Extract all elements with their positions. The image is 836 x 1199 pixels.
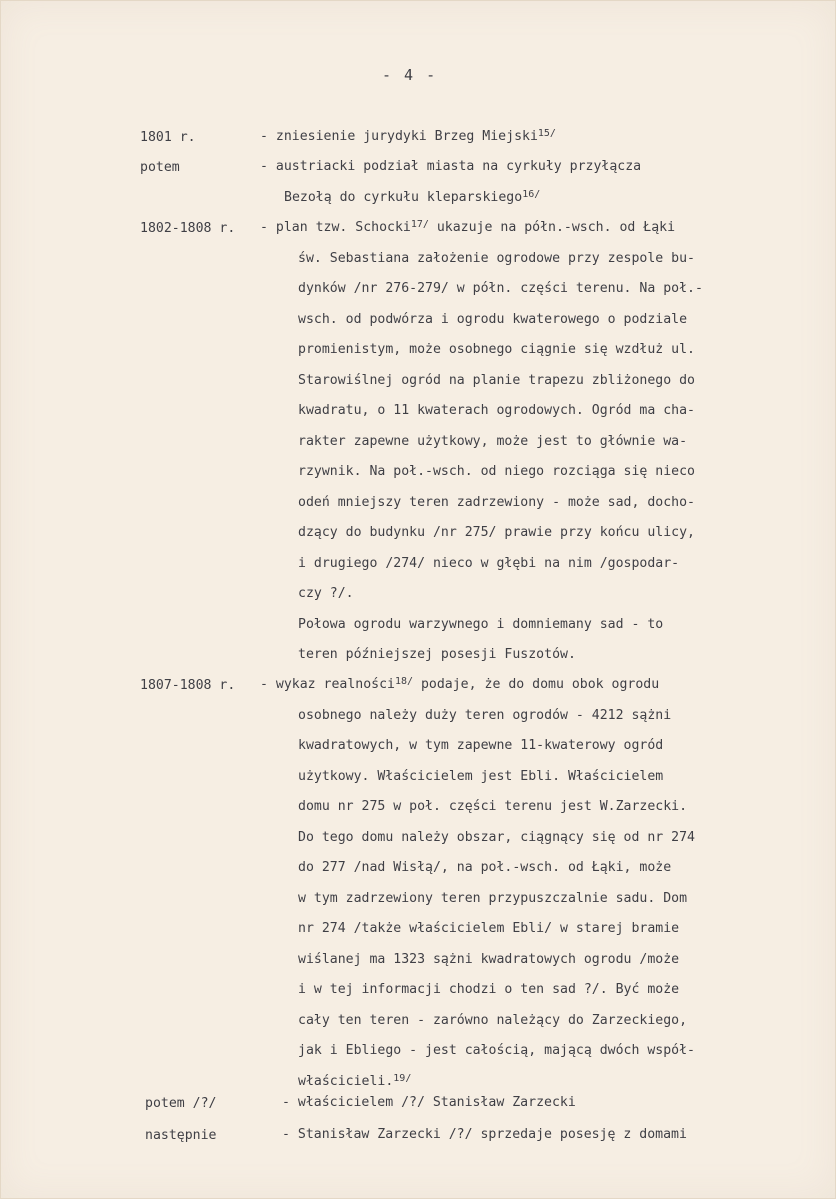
text-line <box>260 857 800 888</box>
text-line <box>260 796 800 827</box>
text-segment: czy ?/. <box>298 586 354 601</box>
entry-date: potem /?/ <box>145 1096 217 1111</box>
text-segment: wiślanej ma 1323 sążni kwadratowych ogrodu /może <box>298 951 680 967</box>
text-segment: dynków /nr 276-279/ w półn. części terenu. Na poł.- <box>298 281 703 296</box>
text-segment: ukazuje na półn.-wsch. od Łąki <box>428 220 676 235</box>
text-segment: - zniesienie jurydyki Brzeg Miejski <box>260 129 538 144</box>
text-segment: i drugiego /274/ nieco w głębi na nim /gospodar- <box>298 555 680 571</box>
text-segment: rakter zapewne użytkowy, może jest to głównie wa- <box>298 433 688 449</box>
text-line <box>260 1040 800 1071</box>
text-segment: - plan tzw. Schocki <box>260 220 411 235</box>
text-line <box>260 979 800 1010</box>
text-line <box>260 674 800 705</box>
text-line <box>260 370 800 401</box>
entry-text <box>260 126 800 157</box>
text-segment: promienistym, może osobnego ciągnie się wzdłuż ul. <box>298 342 695 357</box>
text-line <box>260 431 800 462</box>
text-line <box>260 735 800 766</box>
footnote-ref: 16/ <box>522 188 541 200</box>
text-line <box>260 583 800 614</box>
text-line <box>260 309 800 340</box>
text-line <box>260 888 800 919</box>
text-segment: - austriacki podział miasta na cyrkuły przyłącza <box>260 159 642 174</box>
text-segment: właścicieli. <box>298 1073 394 1089</box>
text-segment: Starowiślnej ogród na planie trapezu zbliżonego do <box>298 372 695 388</box>
text-line <box>260 400 800 431</box>
text-segment: i w tej informacji chodzi o ten sad ?/. Być może <box>298 982 680 997</box>
text-segment: teren późniejszej posesji Fuszotów. <box>298 647 576 662</box>
text-line <box>260 126 800 157</box>
footnote-ref: 19/ <box>393 1072 412 1084</box>
entry-date: 1801 r. <box>140 130 196 145</box>
text-segment: cały ten teren - zarówno należący do Zarzeckiego, <box>298 1012 688 1028</box>
text-segment: kwadratowych, w tym zapewne 11-kwaterowy ogród <box>298 738 664 753</box>
text-segment: nr 274 /także właścicielem Ebli/ w starej bramie <box>298 921 680 936</box>
text-segment: dzący do budynku /nr 275/ prawie przy końcu ulicy, <box>298 525 695 540</box>
text-segment: użytkowy. Właścicielem jest Ebli. Właścicielem <box>298 768 664 784</box>
text-segment: Bezołą do cyrkułu kleparskiego <box>284 189 523 205</box>
text-line <box>260 827 800 858</box>
text-segment: - Stanisław Zarzecki /?/ sprzedaje posesję z domami <box>282 1127 687 1142</box>
text-line <box>260 217 800 248</box>
text-line <box>260 339 800 370</box>
text-line <box>260 614 800 645</box>
text-segment: - właścicielem /?/ Stanisław Zarzecki <box>282 1095 576 1110</box>
text-segment: Połowa ogrodu warzywnego i domniemany sad - to <box>298 616 664 632</box>
entry-text <box>260 217 800 675</box>
text-line <box>260 492 800 523</box>
text-line <box>260 705 800 736</box>
text-line <box>260 522 800 553</box>
text-line <box>260 461 800 492</box>
text-line <box>260 766 800 797</box>
entry-text <box>260 674 800 1101</box>
text-segment: jak i Ebliego - jest całością, mającą dwóch współ- <box>298 1043 695 1058</box>
text-line <box>260 1010 800 1041</box>
text-line <box>260 918 800 949</box>
text-line <box>260 278 800 309</box>
entry-date: 1802-1808 r. <box>140 221 236 236</box>
text-segment: w tym zadrzewiony teren przypuszczalnie sadu. Dom <box>298 890 688 906</box>
footnote-ref: 18/ <box>394 676 414 687</box>
footnote-ref: 15/ <box>537 128 556 139</box>
text-segment: rzywnik. Na poł.-wsch. od niego rozciąga się nieco <box>298 464 695 479</box>
page-number: - 4 - <box>382 66 438 84</box>
text-segment: - wykaz realności <box>260 677 395 692</box>
text-segment: do 277 /nad Wisłą/, na poł.-wsch. od Łąki, może <box>298 860 672 875</box>
text-line <box>260 553 800 584</box>
text-segment: kwadratu, o 11 kwaterach ogrodowych. Ogród ma cha- <box>298 403 695 418</box>
text-line <box>260 187 800 218</box>
text-line <box>260 949 800 980</box>
entry-date: potem <box>140 160 180 175</box>
text-segment: wsch. od podwórza i ogrodu kwaterowego o podziale <box>298 311 688 327</box>
entry-text <box>260 156 800 217</box>
entry-text <box>282 1124 822 1155</box>
text-line <box>260 156 800 187</box>
text-line <box>260 248 800 279</box>
text-line <box>282 1124 822 1155</box>
text-segment: odeń mniejszy teren zadrzewiony - może sad, docho- <box>298 494 695 510</box>
text-segment: św. Sebastiana założenie ogrodowe przy zespole bu- <box>298 250 695 266</box>
text-segment: Do tego domu należy obszar, ciągnący się od nr 274 <box>298 829 695 845</box>
entry-date: 1807-1808 r. <box>140 678 236 693</box>
text-line <box>282 1092 822 1123</box>
text-segment: osobnego należy duży teren ogrodów - 4212 sążni <box>298 707 672 723</box>
entry-date: następnie <box>145 1128 217 1143</box>
entry-text <box>282 1092 822 1123</box>
text-line <box>260 644 800 675</box>
text-segment: podaje, że do domu obok ogrodu <box>413 677 660 692</box>
text-segment: domu nr 275 w poł. części terenu jest W.Zarzecki. <box>298 799 688 814</box>
footnote-ref: 17/ <box>410 219 429 230</box>
